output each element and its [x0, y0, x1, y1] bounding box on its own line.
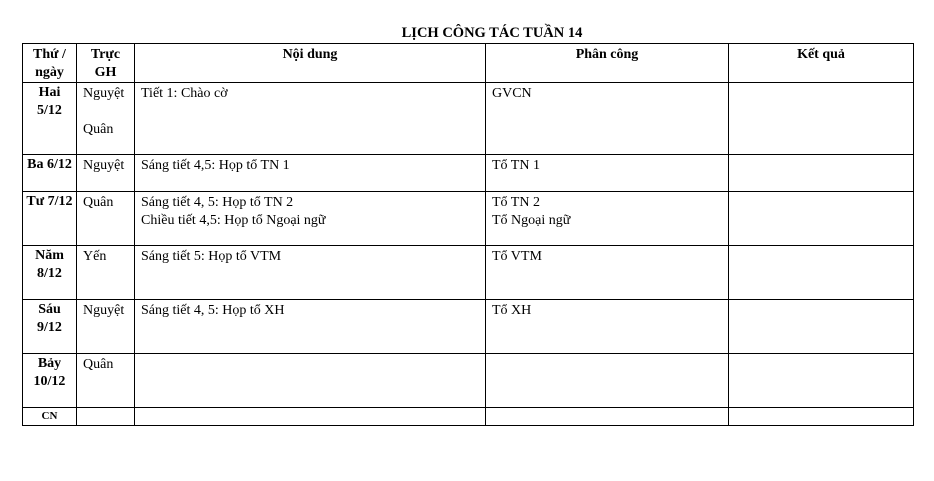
line-gap [83, 103, 132, 121]
row-assignment [486, 246, 729, 300]
duty-name: Yến [83, 249, 107, 264]
row-assignment [486, 408, 729, 426]
duty-name: Nguyệt [83, 86, 125, 101]
table-row [23, 354, 914, 408]
row-result [729, 246, 914, 300]
row-day: Sáu 9/12 [23, 300, 77, 354]
content-line: Tiết 1: Chào cờ [141, 86, 228, 101]
row-day: Ba 6/12 [23, 155, 77, 192]
row-duty [77, 192, 135, 246]
assignment-line: GVCN [492, 86, 532, 101]
schedule-table [22, 43, 914, 426]
row-duty [77, 354, 135, 408]
assignment-line: Tổ Ngoại ngữ [492, 213, 571, 228]
content-line: Sáng tiết 4,5: Họp tổ TN 1 [141, 158, 290, 173]
content-line: Chiều tiết 4,5: Họp tổ Ngoại ngữ [141, 213, 326, 228]
row-result [729, 155, 914, 192]
table-row [23, 192, 914, 246]
row-result [729, 300, 914, 354]
row-assignment [486, 192, 729, 246]
row-content [135, 408, 486, 426]
row-duty [77, 246, 135, 300]
schedule-title: LỊCH CÔNG TÁC TUẦN 14 [401, 25, 583, 41]
row-assignment [486, 354, 729, 408]
duty-name: Quân [83, 195, 114, 210]
row-result [729, 354, 914, 408]
assignment-line: Tổ VTM [492, 249, 542, 264]
row-day: Hai 5/12 [23, 83, 77, 155]
content-line: Sáng tiết 4, 5: Họp tổ XH [141, 303, 285, 318]
header-day: Thứ / ngày [23, 44, 77, 83]
row-day: CN [23, 408, 77, 426]
row-content [135, 83, 486, 155]
row-content [135, 246, 486, 300]
row-duty [77, 155, 135, 192]
header-duty: Trực GH [77, 44, 135, 83]
header-row [23, 44, 914, 83]
duty-name: Nguyệt [83, 303, 125, 318]
duty-name: Quân [83, 122, 114, 137]
assignment-line: Tổ TN 1 [492, 158, 540, 173]
table-row [23, 246, 914, 300]
row-result [729, 192, 914, 246]
content-line: Sáng tiết 4, 5: Họp tổ TN 2 [141, 195, 294, 210]
row-duty [77, 83, 135, 155]
row-assignment [486, 83, 729, 155]
table-row [23, 83, 914, 155]
table-row [23, 155, 914, 192]
row-content [135, 354, 486, 408]
duty-name: Nguyệt [83, 158, 125, 173]
header-result: Kết quả [729, 44, 914, 83]
row-duty [77, 408, 135, 426]
row-content [135, 155, 486, 192]
table-row [23, 408, 914, 426]
row-day: Tư 7/12 [23, 192, 77, 246]
row-day: Năm 8/12 [23, 246, 77, 300]
row-assignment [486, 300, 729, 354]
content-line: Sáng tiết 5: Họp tổ VTM [141, 249, 282, 264]
row-content [135, 192, 486, 246]
header-assignment: Phân công [486, 44, 729, 83]
row-assignment [486, 155, 729, 192]
header-content: Nội dung [135, 44, 486, 83]
assignment-line: Tổ TN 2 [492, 195, 540, 210]
row-day: Bảy 10/12 [23, 354, 77, 408]
row-result [729, 83, 914, 155]
assignment-line: Tổ XH [492, 303, 532, 318]
row-content [135, 300, 486, 354]
table-row [23, 300, 914, 354]
row-result [729, 408, 914, 426]
row-duty [77, 300, 135, 354]
duty-name: Quân [83, 357, 114, 372]
